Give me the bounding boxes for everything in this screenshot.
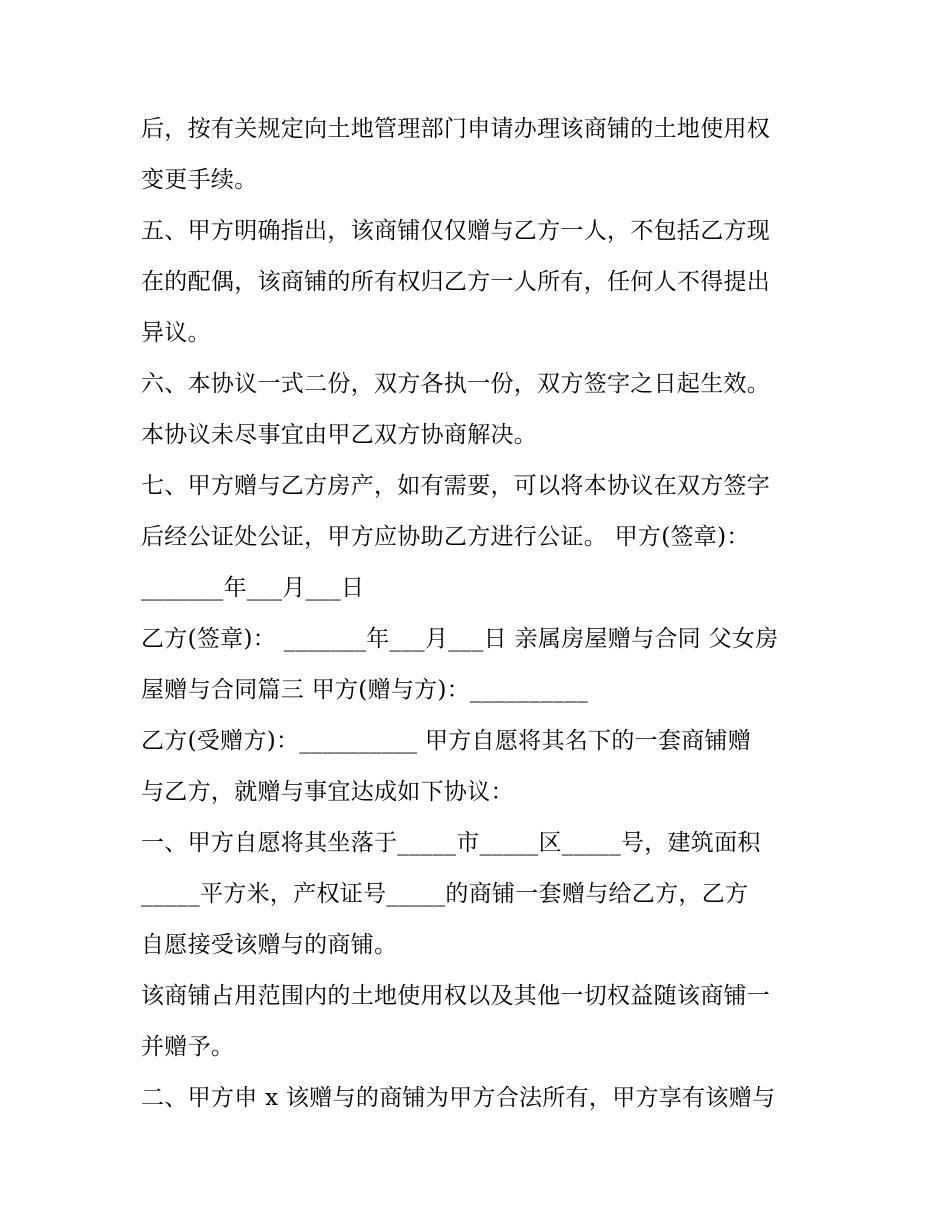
text-line: 后经公证处公证，甲方应协助乙方进行公证。 甲方(签章)：: [141, 524, 750, 550]
text-line: 变更手续。: [141, 167, 258, 193]
text-line: 乙方(受赠方)：__________ 甲方自愿将其名下的一套商铺赠: [141, 728, 752, 754]
text-line: 六、本协议一式二份，双方各执一份，双方签字之日起生效。: [141, 371, 771, 397]
text-line: 在的配偶，该商铺的所有权归乙方一人所有，任何人不得提出: [141, 269, 771, 295]
text-line: 一、甲方自愿将其坐落于_____市_____区_____号，建筑面积: [141, 830, 761, 856]
signature-date-line: _______年___月___日: [141, 575, 365, 601]
text-line: 并赠予。: [141, 1034, 235, 1060]
document-body: [141, 104, 821, 1124]
text-line: 后，按有关规定向土地管理部门申请办理该商铺的土地使用权: [141, 116, 771, 142]
text-line: 该商铺占用范围内的土地使用权以及其他一切权益随该商铺一: [141, 983, 771, 1009]
text-line: 屋赠与合同篇三 甲方(赠与方)：__________: [141, 677, 589, 703]
text-line: 七、甲方赠与乙方房产，如有需要，可以将本协议在双方签字: [141, 473, 771, 499]
text-line: _____平方米，产权证号_____的商铺一套赠与给乙方，乙方: [141, 881, 749, 907]
text-line: 自愿接受该赠与的商铺。: [141, 932, 398, 958]
text-line: 五、甲方明确指出，该商铺仅仅赠与乙方一人，不包括乙方现: [141, 218, 771, 244]
text-line: 异议。: [141, 320, 211, 346]
text-line: 与乙方，就赠与事宜达成如下协议：: [141, 779, 514, 805]
text-line: 乙方(签章)： _______年___月___日 亲属房屋赠与合同 父女房: [141, 626, 779, 652]
text-line: 二、甲方申 x 该赠与的商铺为甲方合法所有，甲方享有该赠与: [141, 1085, 776, 1111]
text-line: 本协议未尽事宜由甲乙双方协商解决。: [141, 422, 538, 448]
